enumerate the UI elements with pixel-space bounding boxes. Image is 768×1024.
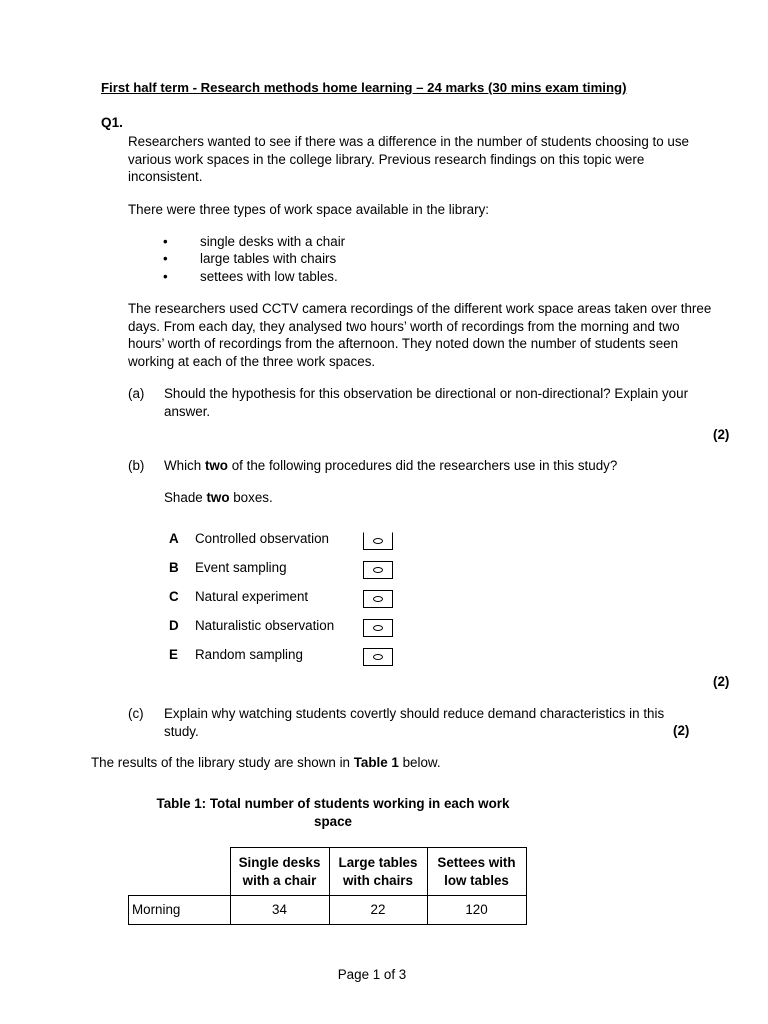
shade-oval-icon — [373, 654, 383, 660]
column-header-line: Settees with — [437, 854, 516, 870]
table-caption-line-2: space — [314, 814, 352, 829]
part-c-label: (c) — [128, 706, 144, 721]
shade-oval-icon — [373, 625, 383, 631]
bullet-marker: • — [163, 251, 168, 266]
part-b-question — [164, 457, 704, 475]
part-b-instruction — [164, 489, 704, 507]
row-label: Morning — [129, 896, 231, 925]
part-b-text-before: Which — [164, 458, 205, 473]
column-header — [427, 848, 526, 896]
column-header-line: with a chair — [242, 872, 317, 888]
part-b-marks: (2) — [713, 674, 730, 689]
option-letter-d: D — [169, 618, 179, 633]
part-b-text-after: of the following procedures did the researchers use in this study? — [228, 458, 618, 473]
list-item: large tables with chairs — [200, 251, 337, 266]
column-header — [329, 848, 427, 896]
shade-oval-icon — [373, 538, 383, 544]
part-b-label: (b) — [128, 458, 145, 473]
part-a-marks: (2) — [713, 427, 730, 442]
table-cell: 34 — [230, 896, 329, 925]
list-item: single desks with a chair — [200, 234, 346, 249]
empty-corner-cell — [129, 848, 231, 896]
option-letter-c: C — [169, 589, 179, 604]
option-checkbox-b[interactable] — [363, 561, 393, 579]
option-checkbox-d[interactable] — [363, 619, 393, 637]
instruction-after: boxes. — [229, 490, 273, 505]
part-a-label: (a) — [128, 386, 145, 401]
part-b-text-bold: two — [204, 458, 228, 473]
option-text-b: Event sampling — [195, 560, 287, 575]
question-number: Q1. — [101, 115, 123, 130]
part-c-marks: (2) — [673, 723, 690, 738]
option-text-c: Natural experiment — [195, 589, 309, 604]
option-checkbox-c[interactable] — [363, 590, 393, 608]
results-intro-bold: Table 1 — [353, 755, 399, 770]
option-text-e: Random sampling — [195, 647, 303, 662]
bullet-marker: • — [163, 269, 168, 284]
column-header-line: Single desks — [238, 854, 321, 870]
bullet-marker: • — [163, 234, 168, 249]
option-letter-e: E — [169, 647, 178, 662]
results-table — [128, 847, 527, 925]
option-text-a: Controlled observation — [195, 531, 329, 546]
intro-paragraph-1: Researchers wanted to see if there was a difference in the number of students choosing to use various work spaces in the college library. Previous research findings on this topic were inconsistent. — [128, 134, 690, 185]
table-caption-line-1: Table 1: Total number of students working in each work — [156, 796, 510, 811]
table-row — [129, 896, 527, 925]
table-header-row — [129, 848, 527, 896]
page-title: First half term - Research methods home learning – 24 marks (30 mins exam timing) — [101, 80, 627, 95]
intro-paragraph-2: There were three types of work space available in the library: — [128, 202, 489, 217]
results-intro — [91, 754, 441, 772]
shade-oval-icon — [373, 567, 383, 573]
results-intro-before: The results of the library study are shown in — [91, 755, 354, 770]
option-letter-a: A — [169, 531, 179, 546]
column-header-line: with chairs — [343, 872, 413, 888]
option-letter-b: B — [169, 560, 179, 575]
option-text-d: Naturalistic observation — [195, 618, 335, 633]
shade-oval-icon — [373, 596, 383, 602]
part-a-question: Should the hypothesis for this observation be directional or non-directional? Explain your answer. — [164, 386, 689, 419]
part-c-question: Explain why watching students covertly should reduce demand characteristics in this study. — [164, 706, 665, 739]
intro-paragraph-3: The researchers used CCTV camera recordings of the different work space areas taken over three days. From each day, they analysed two hours’ worth of recordings from the morning and two hours’ worth of recordings from the afternoon. They noted down the number of students seen working at each of the three work spaces. — [128, 301, 712, 369]
results-intro-after: below. — [398, 755, 441, 770]
instruction-bold: two — [206, 490, 230, 505]
column-header-line: low tables — [444, 872, 509, 888]
list-item: settees with low tables. — [200, 269, 338, 284]
column-header — [230, 848, 329, 896]
column-header-line: Large tables — [338, 854, 418, 870]
table-cell: 22 — [329, 896, 427, 925]
instruction-before: Shade — [164, 490, 207, 505]
option-checkbox-a[interactable] — [363, 532, 393, 550]
page-footer: Page 1 of 3 — [337, 967, 407, 982]
table-cell: 120 — [427, 896, 526, 925]
option-checkbox-e[interactable] — [363, 648, 393, 666]
